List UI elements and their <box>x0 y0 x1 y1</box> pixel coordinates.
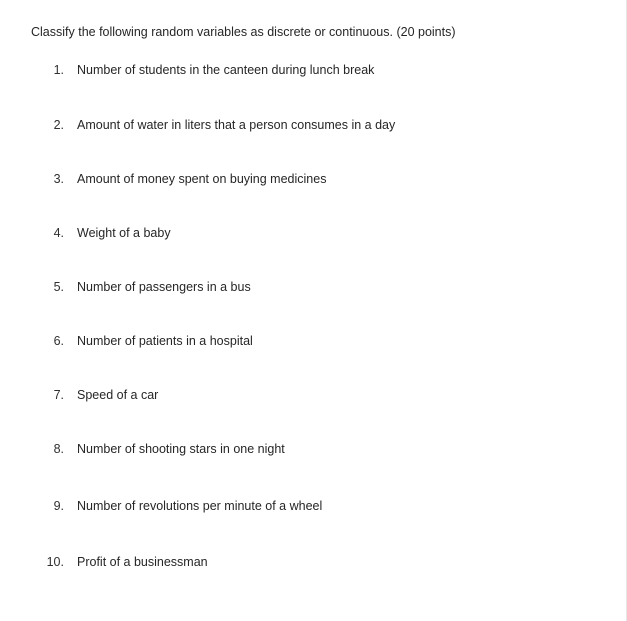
question-number: 4. <box>53 226 64 240</box>
question-number: 2. <box>53 118 64 132</box>
question-text: Weight of a baby <box>77 226 171 240</box>
question-text: Number of passengers in a bus <box>77 280 251 294</box>
question-number: 5. <box>53 280 64 294</box>
question-text: Number of patients in a hospital <box>77 334 253 348</box>
question-number: 7. <box>53 388 64 402</box>
question-number: 9. <box>53 499 64 513</box>
question-number: 10. <box>46 555 64 569</box>
question-text: Number of students in the canteen during lunch break <box>77 63 375 77</box>
question-text: Speed of a car <box>77 388 159 402</box>
question-text: Amount of water in liters that a person consumes in a day <box>77 118 396 132</box>
instruction-text: Classify the following random variables as discrete or continuous. (20 points) <box>31 25 456 39</box>
question-text: Profit of a businessman <box>77 555 208 569</box>
question-text: Number of shooting stars in one night <box>77 442 285 456</box>
question-number: 8. <box>53 442 64 456</box>
question-text: Amount of money spent on buying medicines <box>77 172 327 186</box>
question-number: 1. <box>53 63 64 77</box>
question-number: 3. <box>53 172 64 186</box>
question-number: 6. <box>53 334 64 348</box>
question-text: Number of revolutions per minute of a wheel <box>77 499 323 513</box>
